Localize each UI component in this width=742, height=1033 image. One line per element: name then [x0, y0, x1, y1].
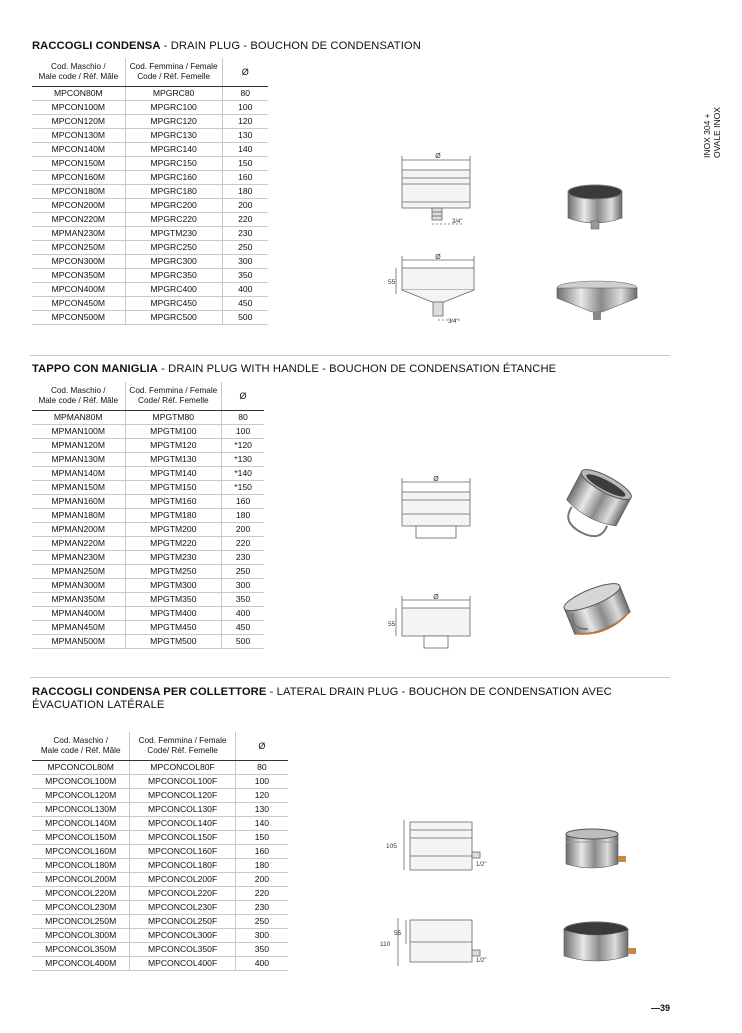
diameter-cell: 180 [222, 184, 268, 198]
diameter-cell: 350 [222, 592, 264, 606]
section-divider [30, 677, 670, 678]
male-code-cell: MPMAN300M [32, 578, 125, 592]
female-code-cell: MPGTM300 [125, 578, 222, 592]
female-code-cell: MPCONCOL220F [130, 886, 235, 900]
male-code-cell: MPMAN160M [32, 494, 125, 508]
female-code-cell: MPGRC120 [125, 114, 222, 128]
diameter-cell: 350 [222, 268, 268, 282]
table-row [32, 114, 268, 128]
table-row [32, 872, 288, 886]
female-code-cell: MPGTM350 [125, 592, 222, 606]
diameter-cell: 250 [222, 240, 268, 254]
male-code-cell: MPCON500M [32, 310, 125, 324]
female-code-cell: MPCONCOL100F [130, 774, 235, 788]
diameter-cell: 100 [222, 424, 264, 438]
female-code-cell: MPCONCOL80F [130, 760, 235, 774]
drain-plug-funnel-photo [554, 278, 640, 324]
female-code-cell: MPGRC100 [125, 100, 222, 114]
drain-plug-handle-technical-drawing-2 [388, 592, 488, 654]
diameter-cell: 150 [222, 156, 268, 170]
female-code-cell: MPCONCOL230F [130, 900, 235, 914]
diameter-header: Ø [235, 732, 288, 760]
drain-plug-photo [556, 178, 636, 236]
table-row [32, 634, 264, 648]
table-row [32, 802, 288, 816]
diameter-cell: 230 [222, 226, 268, 240]
female-code-cell: MPGRC450 [125, 296, 222, 310]
table-header-row [32, 382, 264, 410]
male-code-cell: MPMAN130M [32, 452, 125, 466]
male-code-cell: MPMAN140M [32, 466, 125, 480]
side-label-line-2: OVALE INOX [712, 107, 722, 158]
female-code-cell: MPGTM150 [125, 480, 222, 494]
diameter-cell: 100 [235, 774, 288, 788]
height-label: 105 [386, 843, 397, 850]
female-code-cell: MPGTM230 [125, 550, 222, 564]
table-row [32, 942, 288, 956]
diameter-cell: 220 [222, 536, 264, 550]
diameter-cell: 100 [222, 100, 268, 114]
table-row [32, 578, 264, 592]
diameter-header: Ø [222, 58, 268, 86]
male-code-cell: MPCONCOL160M [32, 844, 130, 858]
male-code-cell: MPMAN250M [32, 564, 125, 578]
table-row [32, 480, 264, 494]
diameter-cell: 160 [235, 844, 288, 858]
male-code-cell: MPCONCOL250M [32, 914, 130, 928]
female-code-cell: MPGRC500 [125, 310, 222, 324]
male-code-cell: MPCONCOL200M [32, 872, 130, 886]
female-code-cell: MPGTM500 [125, 634, 222, 648]
diameter-cell: 160 [222, 170, 268, 184]
section-title-drain-plug: RACCOGLI CONDENSA - DRAIN PLUG - BOUCHON DE CONDENSATION [32, 40, 421, 52]
female-code-cell: MPGRC180 [125, 184, 222, 198]
male-code-header: Cod. Maschio / Male code / Réf. Mâle [32, 382, 125, 410]
table-row [32, 858, 288, 872]
table-row [32, 282, 268, 296]
diameter-cell: 130 [235, 802, 288, 816]
table-row [32, 522, 264, 536]
table-row [32, 452, 264, 466]
drain-plug-table [32, 58, 268, 325]
female-code-cell: MPCONCOL250F [130, 914, 235, 928]
drain-plug-technical-drawing [392, 152, 492, 232]
lateral-drain-plug-photo [560, 826, 632, 874]
male-code-cell: MPMAN230M [32, 550, 125, 564]
male-code-cell: MPMAN230M [32, 226, 125, 240]
thread-label: 3/4" [448, 319, 459, 325]
table-row [32, 788, 288, 802]
diameter-cell: *120 [222, 438, 264, 452]
diameter-label: Ø [435, 254, 441, 261]
female-code-cell: MPGTM230 [125, 226, 222, 240]
diameter-label: Ø [433, 594, 439, 601]
drain-plug-handle-photo [554, 462, 638, 546]
table-row [32, 212, 268, 226]
diameter-cell: 230 [222, 550, 264, 564]
table-row [32, 254, 268, 268]
female-code-cell: MPGRC80 [125, 86, 222, 100]
female-code-cell: MPGRC300 [125, 254, 222, 268]
diameter-cell: 300 [222, 254, 268, 268]
female-code-header: Cod. Femmina / Female Code/ Réf. Femelle [125, 382, 222, 410]
female-code-cell: MPCONCOL300F [130, 928, 235, 942]
table-row [32, 198, 268, 212]
drain-plug-handle-photo-2 [556, 574, 640, 648]
male-code-cell: MPMAN500M [32, 634, 125, 648]
male-code-cell: MPCON130M [32, 128, 125, 142]
male-code-cell: MPCON120M [32, 114, 125, 128]
height-label: 55 [388, 621, 396, 628]
thread-label: 1/2" [476, 862, 487, 868]
male-code-cell: MPCON160M [32, 170, 125, 184]
table-row [32, 564, 264, 578]
male-code-cell: MPCONCOL230M [32, 900, 130, 914]
diameter-cell: *140 [222, 466, 264, 480]
male-code-cell: MPCON140M [32, 142, 125, 156]
table-row [32, 760, 288, 774]
table-row [32, 424, 264, 438]
male-code-cell: MPMAN400M [32, 606, 125, 620]
table-row [32, 956, 288, 970]
table-header-row [32, 58, 268, 86]
page-number: —39 [651, 1003, 671, 1013]
table-row [32, 620, 264, 634]
side-category-label [700, 100, 740, 160]
male-code-cell: MPCON100M [32, 100, 125, 114]
female-code-cell: MPGTM140 [125, 466, 222, 480]
diameter-cell: 400 [222, 606, 264, 620]
female-code-cell: MPGTM450 [125, 620, 222, 634]
diameter-cell: 400 [235, 956, 288, 970]
diameter-cell: 180 [222, 508, 264, 522]
male-code-cell: MPMAN220M [32, 536, 125, 550]
male-code-cell: MPMAN120M [32, 438, 125, 452]
diameter-cell: 250 [222, 564, 264, 578]
table-row [32, 86, 268, 100]
female-code-cell: MPCONCOL180F [130, 858, 235, 872]
table-row [32, 240, 268, 254]
diameter-cell: 250 [235, 914, 288, 928]
diameter-cell: 80 [222, 410, 264, 424]
side-label-line-1: INOX 304 + [702, 113, 712, 158]
female-code-cell: MPGRC220 [125, 212, 222, 226]
diameter-cell: 500 [222, 310, 268, 324]
male-code-cell: MPCONCOL220M [32, 886, 130, 900]
diameter-cell: 80 [222, 86, 268, 100]
diameter-cell: 80 [235, 760, 288, 774]
male-code-cell: MPCON250M [32, 240, 125, 254]
male-code-cell: MPCON150M [32, 156, 125, 170]
diameter-cell: 300 [235, 928, 288, 942]
thread-label: 1/2" [476, 958, 487, 964]
diameter-cell: 120 [222, 114, 268, 128]
height-label: 110 [380, 941, 391, 948]
male-code-cell: MPCONCOL140M [32, 816, 130, 830]
table-row [32, 142, 268, 156]
female-code-cell: MPGTM120 [125, 438, 222, 452]
male-code-cell: MPMAN150M [32, 480, 125, 494]
table-row [32, 914, 288, 928]
section-title-lateral-drain-plug: RACCOGLI CONDENSA PER COLLETTORE - LATERAL DRAIN PLUG - BOUCHON DE CONDENSATION AVEC ÉVACUATION LATÉRALE [32, 686, 612, 711]
table-row [32, 494, 264, 508]
female-code-cell: MPGTM160 [125, 494, 222, 508]
table-row [32, 170, 268, 184]
female-code-cell: MPGRC140 [125, 142, 222, 156]
female-code-cell: MPGRC250 [125, 240, 222, 254]
male-code-cell: MPMAN350M [32, 592, 125, 606]
diameter-cell: 200 [235, 872, 288, 886]
female-code-cell: MPCONCOL140F [130, 816, 235, 830]
diameter-cell: 230 [235, 900, 288, 914]
male-code-cell: MPCON450M [32, 296, 125, 310]
diameter-cell: *130 [222, 452, 264, 466]
male-code-cell: MPMAN450M [32, 620, 125, 634]
female-code-cell: MPGTM80 [125, 410, 222, 424]
table-row [32, 466, 264, 480]
table-row [32, 592, 264, 606]
table-row [32, 438, 264, 452]
diameter-cell: 130 [222, 128, 268, 142]
female-code-cell: MPCONCOL120F [130, 788, 235, 802]
table-row [32, 100, 268, 114]
female-code-cell: MPGRC400 [125, 282, 222, 296]
diameter-label: Ø [433, 476, 439, 483]
female-code-cell: MPCONCOL130F [130, 802, 235, 816]
female-code-cell: MPGRC200 [125, 198, 222, 212]
height-label: 55 [388, 279, 396, 286]
male-code-cell: MPCON400M [32, 282, 125, 296]
diameter-cell: 450 [222, 296, 268, 310]
female-code-cell: MPCONCOL200F [130, 872, 235, 886]
table-row [32, 844, 288, 858]
thread-label: 3/4" [452, 219, 463, 225]
drain-plug-handle-table [32, 382, 264, 649]
table-row [32, 310, 268, 324]
male-code-header: Cod. Maschio / Male code / Réf. Mâle [32, 732, 130, 760]
female-code-header: Cod. Femmina / Female Code / Réf. Femelle [125, 58, 222, 86]
female-code-cell: MPCONCOL350F [130, 942, 235, 956]
table-row [32, 886, 288, 900]
table-row [32, 536, 264, 550]
female-code-cell: MPGTM200 [125, 522, 222, 536]
table-row [32, 606, 264, 620]
female-code-cell: MPGRC160 [125, 170, 222, 184]
table-row [32, 830, 288, 844]
female-code-cell: MPGTM180 [125, 508, 222, 522]
male-code-cell: MPCONCOL180M [32, 858, 130, 872]
diameter-label: Ø [435, 153, 441, 160]
male-code-cell: MPCONCOL400M [32, 956, 130, 970]
male-code-cell: MPCONCOL80M [32, 760, 130, 774]
diameter-cell: 160 [222, 494, 264, 508]
male-code-cell: MPCON200M [32, 198, 125, 212]
male-code-cell: MPCONCOL120M [32, 788, 130, 802]
male-code-cell: MPMAN80M [32, 410, 125, 424]
male-code-cell: MPCONCOL350M [32, 942, 130, 956]
male-code-cell: MPMAN100M [32, 424, 125, 438]
diameter-cell: *150 [222, 480, 264, 494]
diameter-cell: 220 [235, 886, 288, 900]
male-code-cell: MPCONCOL130M [32, 802, 130, 816]
female-code-cell: MPGTM400 [125, 606, 222, 620]
diameter-cell: 120 [235, 788, 288, 802]
diameter-cell: 200 [222, 198, 268, 212]
table-row [32, 226, 268, 240]
lateral-drain-plug-table [32, 732, 288, 971]
diameter-cell: 450 [222, 620, 264, 634]
female-code-cell: MPGRC350 [125, 268, 222, 282]
female-code-cell: MPGRC150 [125, 156, 222, 170]
diameter-cell: 500 [222, 634, 264, 648]
male-code-cell: MPCONCOL300M [32, 928, 130, 942]
drain-plug-handle-technical-drawing [392, 474, 482, 546]
female-code-cell: MPGTM250 [125, 564, 222, 578]
drain-plug-technical-drawing-2 [388, 252, 498, 328]
male-code-cell: MPCON350M [32, 268, 125, 282]
diameter-cell: 140 [235, 816, 288, 830]
lateral-drain-plug-photo-2 [560, 918, 638, 970]
table-row [32, 508, 264, 522]
lateral-drain-plug-technical-drawing-2 [380, 914, 494, 972]
table-row [32, 774, 288, 788]
female-code-cell: MPGRC130 [125, 128, 222, 142]
female-code-cell: MPGTM100 [125, 424, 222, 438]
female-code-cell: MPGTM220 [125, 536, 222, 550]
height-inner-label: 55 [394, 930, 402, 937]
section-divider [30, 355, 670, 356]
male-code-header: Cod. Maschio / Male code / Réf. Mâle [32, 58, 125, 86]
male-code-cell: MPCONCOL100M [32, 774, 130, 788]
female-code-cell: MPCONCOL160F [130, 844, 235, 858]
table-row [32, 184, 268, 198]
female-code-header: Cod. Femmina / Female Code/ Réf. Femelle [130, 732, 235, 760]
female-code-cell: MPCONCOL400F [130, 956, 235, 970]
diameter-cell: 300 [222, 578, 264, 592]
table-row [32, 128, 268, 142]
diameter-cell: 150 [235, 830, 288, 844]
table-row [32, 900, 288, 914]
diameter-cell: 140 [222, 142, 268, 156]
table-row [32, 296, 268, 310]
table-row [32, 410, 264, 424]
female-code-cell: MPCONCOL150F [130, 830, 235, 844]
table-row [32, 928, 288, 942]
table-header-row [32, 732, 288, 760]
diameter-cell: 220 [222, 212, 268, 226]
male-code-cell: MPCONCOL150M [32, 830, 130, 844]
male-code-cell: MPCON180M [32, 184, 125, 198]
male-code-cell: MPCON80M [32, 86, 125, 100]
table-row [32, 816, 288, 830]
diameter-cell: 350 [235, 942, 288, 956]
male-code-cell: MPMAN200M [32, 522, 125, 536]
female-code-cell: MPGTM130 [125, 452, 222, 466]
table-row [32, 550, 264, 564]
male-code-cell: MPCON300M [32, 254, 125, 268]
diameter-header: Ø [222, 382, 264, 410]
lateral-drain-plug-technical-drawing [384, 816, 494, 878]
diameter-cell: 200 [222, 522, 264, 536]
section-title-drain-plug-handle: TAPPO CON MANIGLIA - DRAIN PLUG WITH HANDLE - BOUCHON DE CONDENSATION ÉTANCHE [32, 363, 557, 375]
table-row [32, 268, 268, 282]
male-code-cell: MPMAN180M [32, 508, 125, 522]
diameter-cell: 400 [222, 282, 268, 296]
table-row [32, 156, 268, 170]
male-code-cell: MPCON220M [32, 212, 125, 226]
diameter-cell: 180 [235, 858, 288, 872]
